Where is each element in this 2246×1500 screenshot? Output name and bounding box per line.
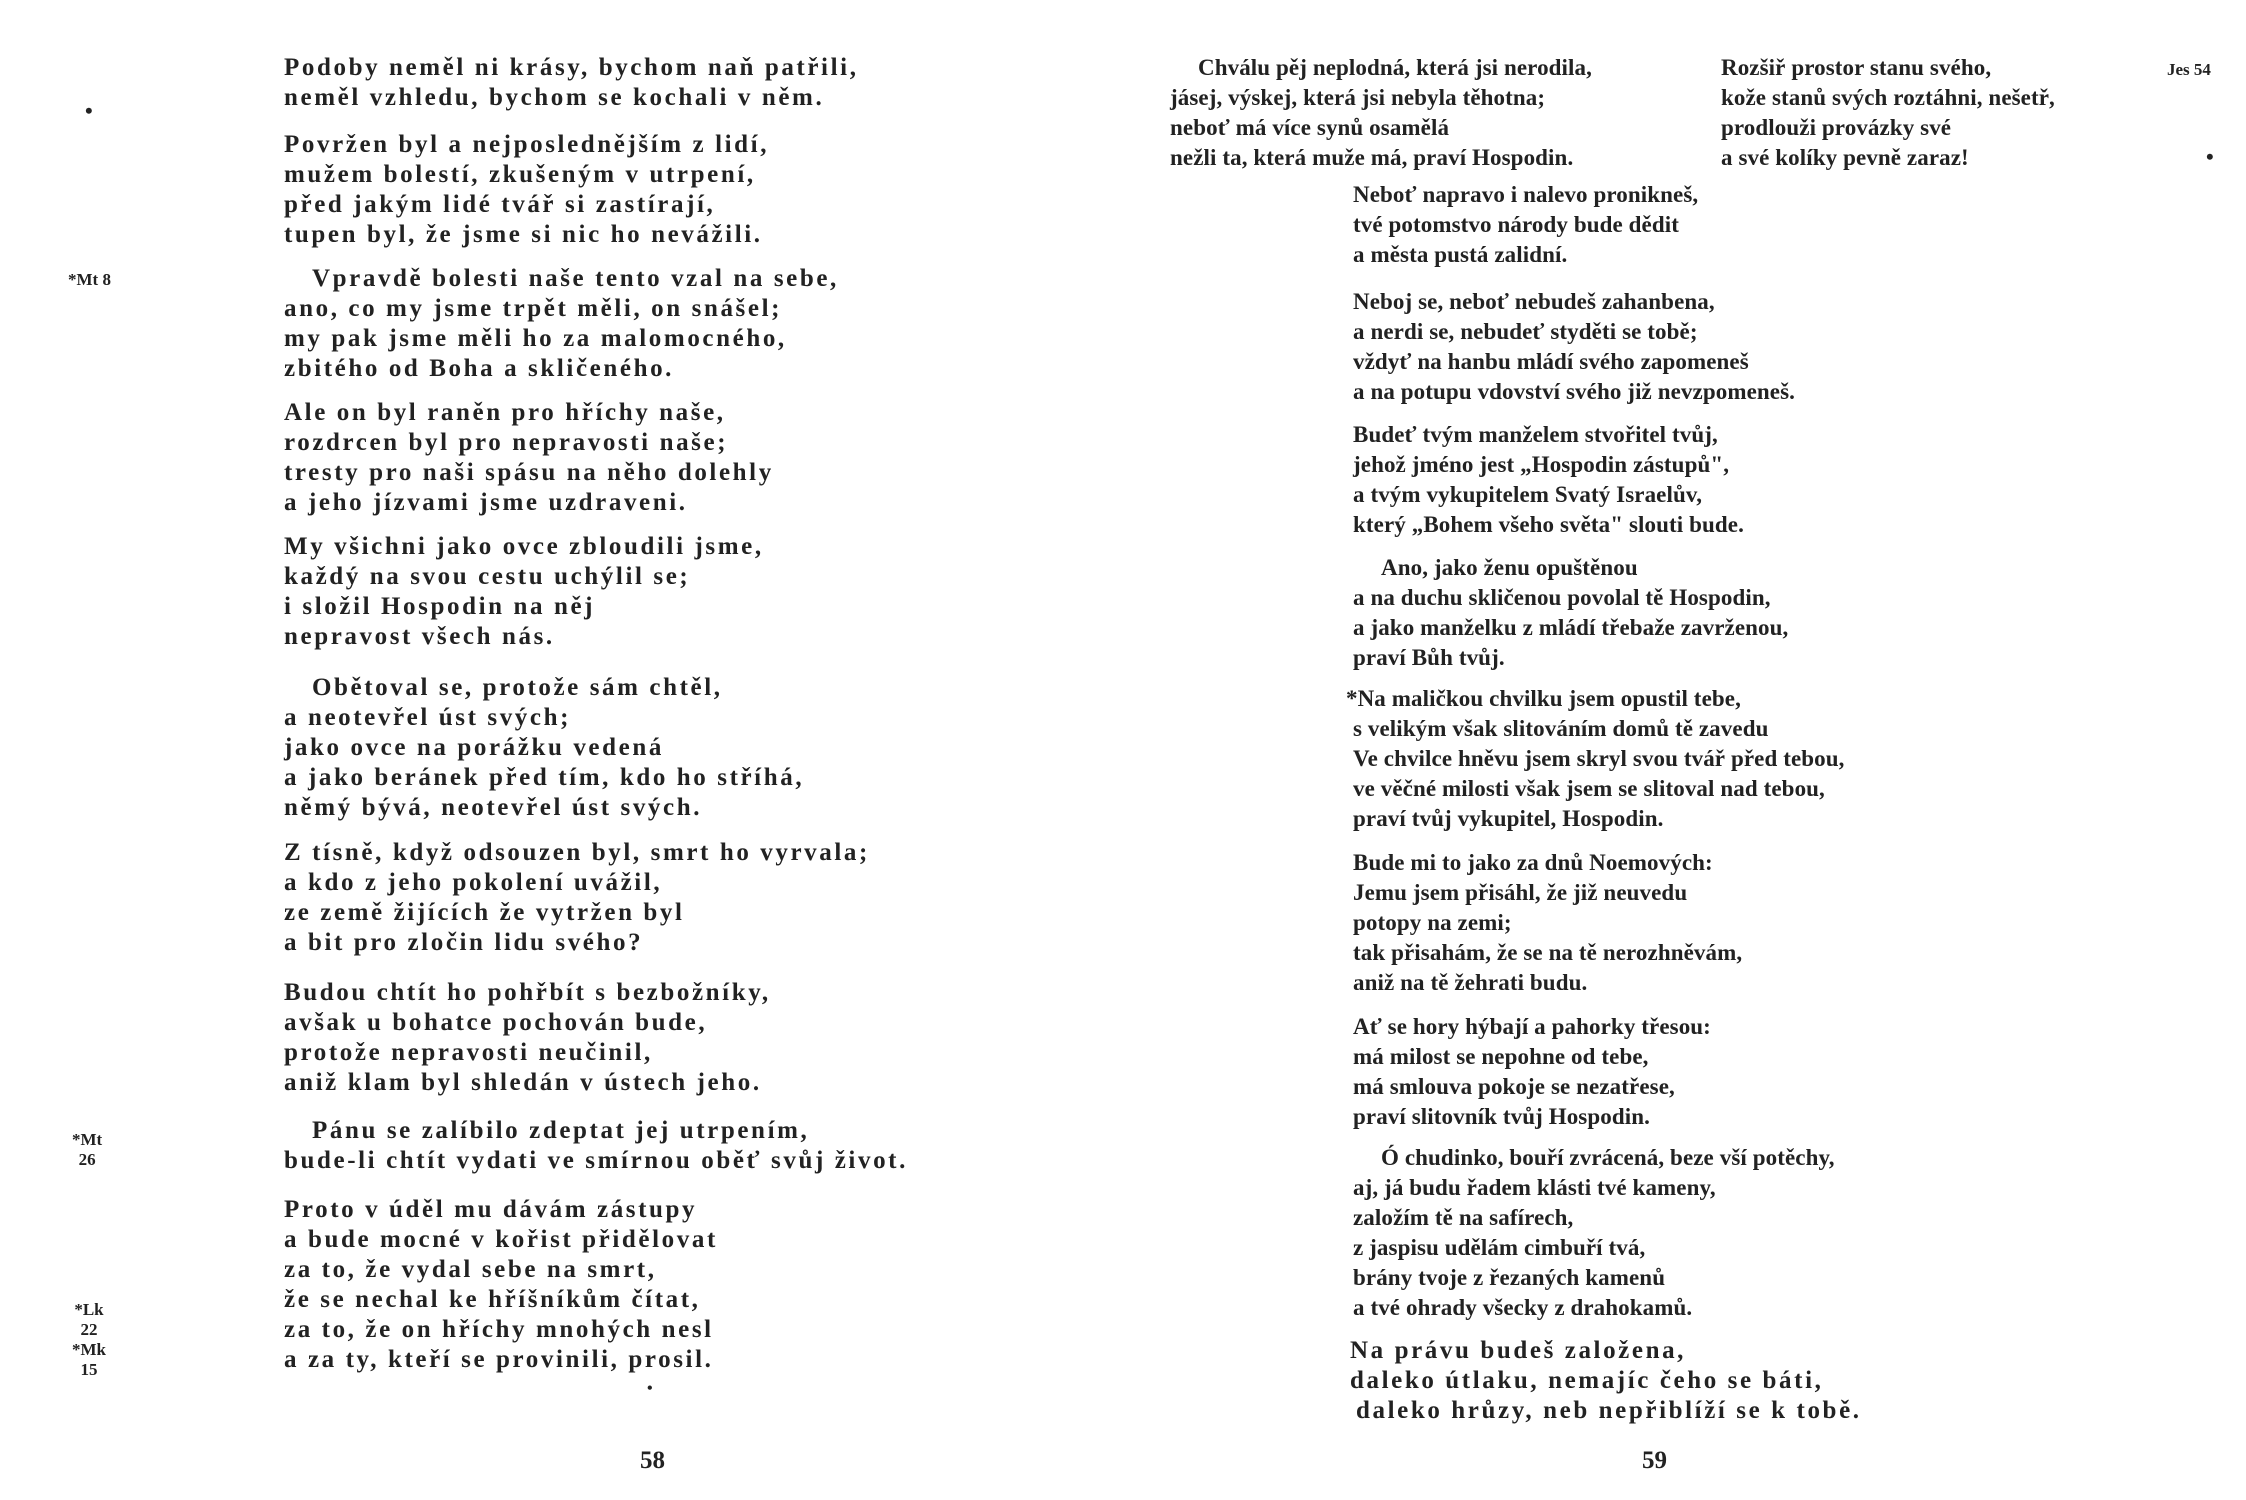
verse-line: kože stanů svých roztáhni, nešetř,: [1721, 85, 2055, 110]
verse-line: a na duchu skličenou povolal tě Hospodin,: [1353, 585, 1771, 610]
verse-line: nežli ta, která muže má, praví Hospodin.: [1170, 145, 1574, 170]
stanza: [284, 130, 769, 250]
verse-line: a tvým vykupitelem Svatý Israelův,: [1353, 482, 1703, 507]
verse-line: Neboť napravo i nalevo proniknеš,: [1353, 182, 1699, 207]
verse-line: brány tvoje z řezaných kamenů: [1353, 1265, 1666, 1290]
stanza: [1346, 684, 1845, 834]
verse-line: a jeho jízvami jsme uzdraveni.: [284, 489, 688, 516]
verse-line: prodlouži provázky své: [1721, 115, 1952, 140]
verse-line: má milost se nepohne od tebe,: [1353, 1044, 1649, 1069]
verse-line: s velikým však slitováním domů tě zavedu: [1353, 716, 1769, 741]
verse-line: My všichni jako ovce zbloudili jsme,: [284, 533, 764, 560]
stanza: [1353, 848, 1742, 998]
verse-line: a města pustá zalidní.: [1353, 242, 1568, 267]
verse-line: Ve chvilce hněvu jsem skryl svou tvář před tebou,: [1353, 746, 1845, 771]
verse-line: a tvé ohrady všecky z drahokamů.: [1353, 1295, 1693, 1320]
stanza: [284, 1116, 908, 1176]
stanza: [1353, 420, 1744, 540]
stanza: [284, 673, 804, 823]
verse-line: jako ovce na porážku vedená: [284, 734, 664, 761]
verse-line: za to, že vydal sebe na smrt,: [284, 1256, 657, 1283]
stanza: [1353, 180, 1698, 270]
verse-line: mužem bolestí, zkušeným v utrpení,: [284, 161, 756, 188]
verse-line: Pánu se zalíbilo zdeptat jej utrpením,: [312, 1117, 810, 1144]
margin-note-jes54: Jes 54: [2167, 60, 2211, 79]
stanza-top-left: [1170, 53, 1592, 173]
bullet-mark: •: [2206, 144, 2214, 169]
verse-line: tak přisahám, že se na tě nerozhněvám,: [1353, 940, 1743, 965]
stanza: [284, 264, 839, 384]
verse-line: daleko útlaku, nemajíc čeho se báti,: [1350, 1367, 1824, 1394]
verse-line: potopy na zemi;: [1353, 910, 1512, 935]
bullet-mark: •: [85, 98, 93, 123]
verse-line: a své kolíky pevně zaraz!: [1721, 145, 1969, 170]
margin-note-mt8: *Mt 8: [68, 270, 111, 289]
verse-line: aniž na tě žehrati budu.: [1353, 970, 1588, 995]
stanza: [284, 1195, 718, 1375]
verse-line: tupen byl, že jsme si nic ho nevážili.: [284, 221, 763, 248]
verse-line: před jakým lidé tvář si zastírají,: [284, 191, 716, 218]
verse-line: my pak jsme měli ho za malomocného,: [284, 325, 787, 352]
stanza: [1353, 1143, 1835, 1323]
verse-line: Na právu budeš založena,: [1350, 1337, 1687, 1364]
verse-line: ano, co my jsme trpět měli, on snášel;: [284, 295, 783, 322]
verse-line: Budeť tvým manželem stvořitel tvůj,: [1353, 422, 1718, 447]
right-page: [1123, 0, 2246, 1500]
verse-line: Budou chtít ho pohřbít s bezbožníky,: [284, 979, 771, 1006]
verse-line: neměl vzhledu, bychom se kochali v něm.: [284, 84, 825, 111]
stanza: [284, 978, 771, 1098]
verse-line: jásej, výskej, která jsi nebyla těhotna;: [1170, 85, 1546, 110]
verse-line: a kdo z jeho pokolení uvážil,: [284, 869, 663, 896]
verse-line: Obětoval se, protože sám chtěl,: [312, 674, 723, 701]
page-number: 59: [1642, 1447, 1667, 1474]
verse-line: aj, já budu řadem klásti tvé kameny,: [1353, 1175, 1716, 1200]
verse-line: ze země žijících že vytržen byl: [284, 899, 685, 926]
page-number: 58: [640, 1447, 665, 1474]
verse-line: Bude mi to jako za dnů Noemových:: [1353, 850, 1713, 875]
stanza: [284, 838, 870, 958]
verse-line: který „Bohem všeho světa" slouti bude.: [1353, 512, 1744, 537]
verse-line: z jaspisu udělám cimbuří tvá,: [1353, 1235, 1646, 1260]
verse-line: má smlouva pokoje se nezatřese,: [1353, 1074, 1675, 1099]
margin-note-mt26: *Mt 26: [72, 1130, 103, 1169]
verse-line: Proto v úděl mu dávám zástupy: [284, 1196, 698, 1223]
verse-line: Podoby neměl ni krásy, bychom naň patřili,: [284, 54, 859, 81]
verse-line: nepravost všech nás.: [284, 623, 555, 650]
verse-line: neboť má více synů osamělá: [1170, 115, 1450, 140]
verse-line: aniž klam byl shledán v ústech jeho.: [284, 1069, 762, 1096]
bullet-mark: •: [647, 1380, 653, 1397]
verse-line: Ano, jako ženu opuštěnou: [1381, 555, 1638, 580]
verse-line: a bit pro zločin lidu svého?: [284, 929, 644, 956]
verse-line: založím tě na safírech,: [1353, 1205, 1574, 1230]
verse-line: Neboj se, neboť nebudeš zahanbena,: [1353, 289, 1715, 314]
verse-line: Jemu jsem přisáhl, že již neuvedu: [1353, 880, 1688, 905]
stanza: [1353, 1012, 1711, 1132]
verse-line: Rozšiř prostor stanu svého,: [1721, 55, 1992, 80]
verse-line: a bude mocné v kořist přidělovat: [284, 1226, 718, 1253]
verse-line: avšak u bohatce pochován bude,: [284, 1009, 708, 1036]
stanza: [1353, 287, 1795, 407]
verse-line: a na potupu vdovství svého již nevzpomeneš.: [1353, 379, 1795, 404]
verse-line: Ať se hory hýbají a pahorky třesou:: [1353, 1014, 1711, 1039]
verse-line: tvé potomstvo národy bude dědit: [1353, 212, 1679, 237]
verse-line: a za ty, kteří se provinili, prosil.: [284, 1346, 714, 1373]
verse-line: Ale on byl raněn pro hříchy naše,: [284, 399, 726, 426]
verse-line: Chválu pěj neplodná, která jsi nerodila,: [1198, 55, 1592, 80]
stanza: [1353, 553, 1788, 673]
verse-line: praví slitovník tvůj Hospodin.: [1353, 1104, 1650, 1129]
verse-line: Vpravdě bolesti naše tento vzal na sebe,: [312, 265, 839, 292]
stanza: [284, 398, 774, 518]
stanza: [1350, 1336, 1862, 1426]
verse-line: protože nepravosti neučinil,: [284, 1039, 653, 1066]
verse-line: a jako beránek před tím, kdo ho stříhá,: [284, 764, 805, 791]
stanza: [284, 53, 859, 113]
stanza: [284, 532, 764, 652]
margin-note-lk-mk: *Lk 22 *Mk 15: [72, 1300, 106, 1379]
verse-line: ve věčné milosti však jsem se slitoval nad tebou,: [1353, 776, 1825, 801]
verse-line: a nerdi se, nebudeť styděti se tobě;: [1353, 319, 1698, 344]
verse-line: praví Bůh tvůj.: [1353, 645, 1505, 670]
verse-line: zbitého od Boha a skličeného.: [284, 355, 675, 382]
verse-line: i složil Hospodin na něj: [284, 593, 596, 620]
verse-line: daleko hrůzy, neb nepřiblíží se k tobě.: [1356, 1397, 1862, 1424]
verse-line: tresty pro naši spásu na něho dolehly: [284, 459, 774, 486]
verse-line: Povržen byl a nejposlednějším z lidí,: [284, 131, 770, 158]
stanza-top-right: [1721, 53, 2055, 173]
verse-line: Ó chudinko, bouří zvrácená, beze vší potěchy,: [1381, 1145, 1835, 1170]
verse-line: praví tvůj vykupitel, Hospodin.: [1353, 806, 1664, 831]
verse-line: bude-li chtít vydati ve smírnou oběť svůj život.: [284, 1147, 908, 1174]
verse-line: Z tísně, když odsouzen byl, smrt ho vyrvala;: [284, 839, 870, 866]
verse-line: jehož jméno jest „Hospodin zástupů",: [1353, 452, 1730, 477]
verse-line: každý na svou cestu uchýlil se;: [284, 563, 691, 590]
verse-line: vždyť na hanbu mládí svého zapomeneš: [1353, 349, 1749, 374]
verse-line: *Na maličkou chvilku jsem opustil tebe,: [1346, 686, 1741, 711]
verse-line: rozdrcen byl pro nepravosti naše;: [284, 429, 729, 456]
verse-line: němý bývá, neotevřel úst svých.: [284, 794, 703, 821]
verse-line: že se nechal ke hříšníkům čítat,: [284, 1286, 701, 1313]
verse-line: za to, že on hříchy mnohých nesl: [284, 1316, 714, 1343]
verse-line: a neotevřel úst svých;: [284, 704, 572, 731]
verse-line: a jako manželku z mládí třebaže zavrženou,: [1353, 615, 1789, 640]
